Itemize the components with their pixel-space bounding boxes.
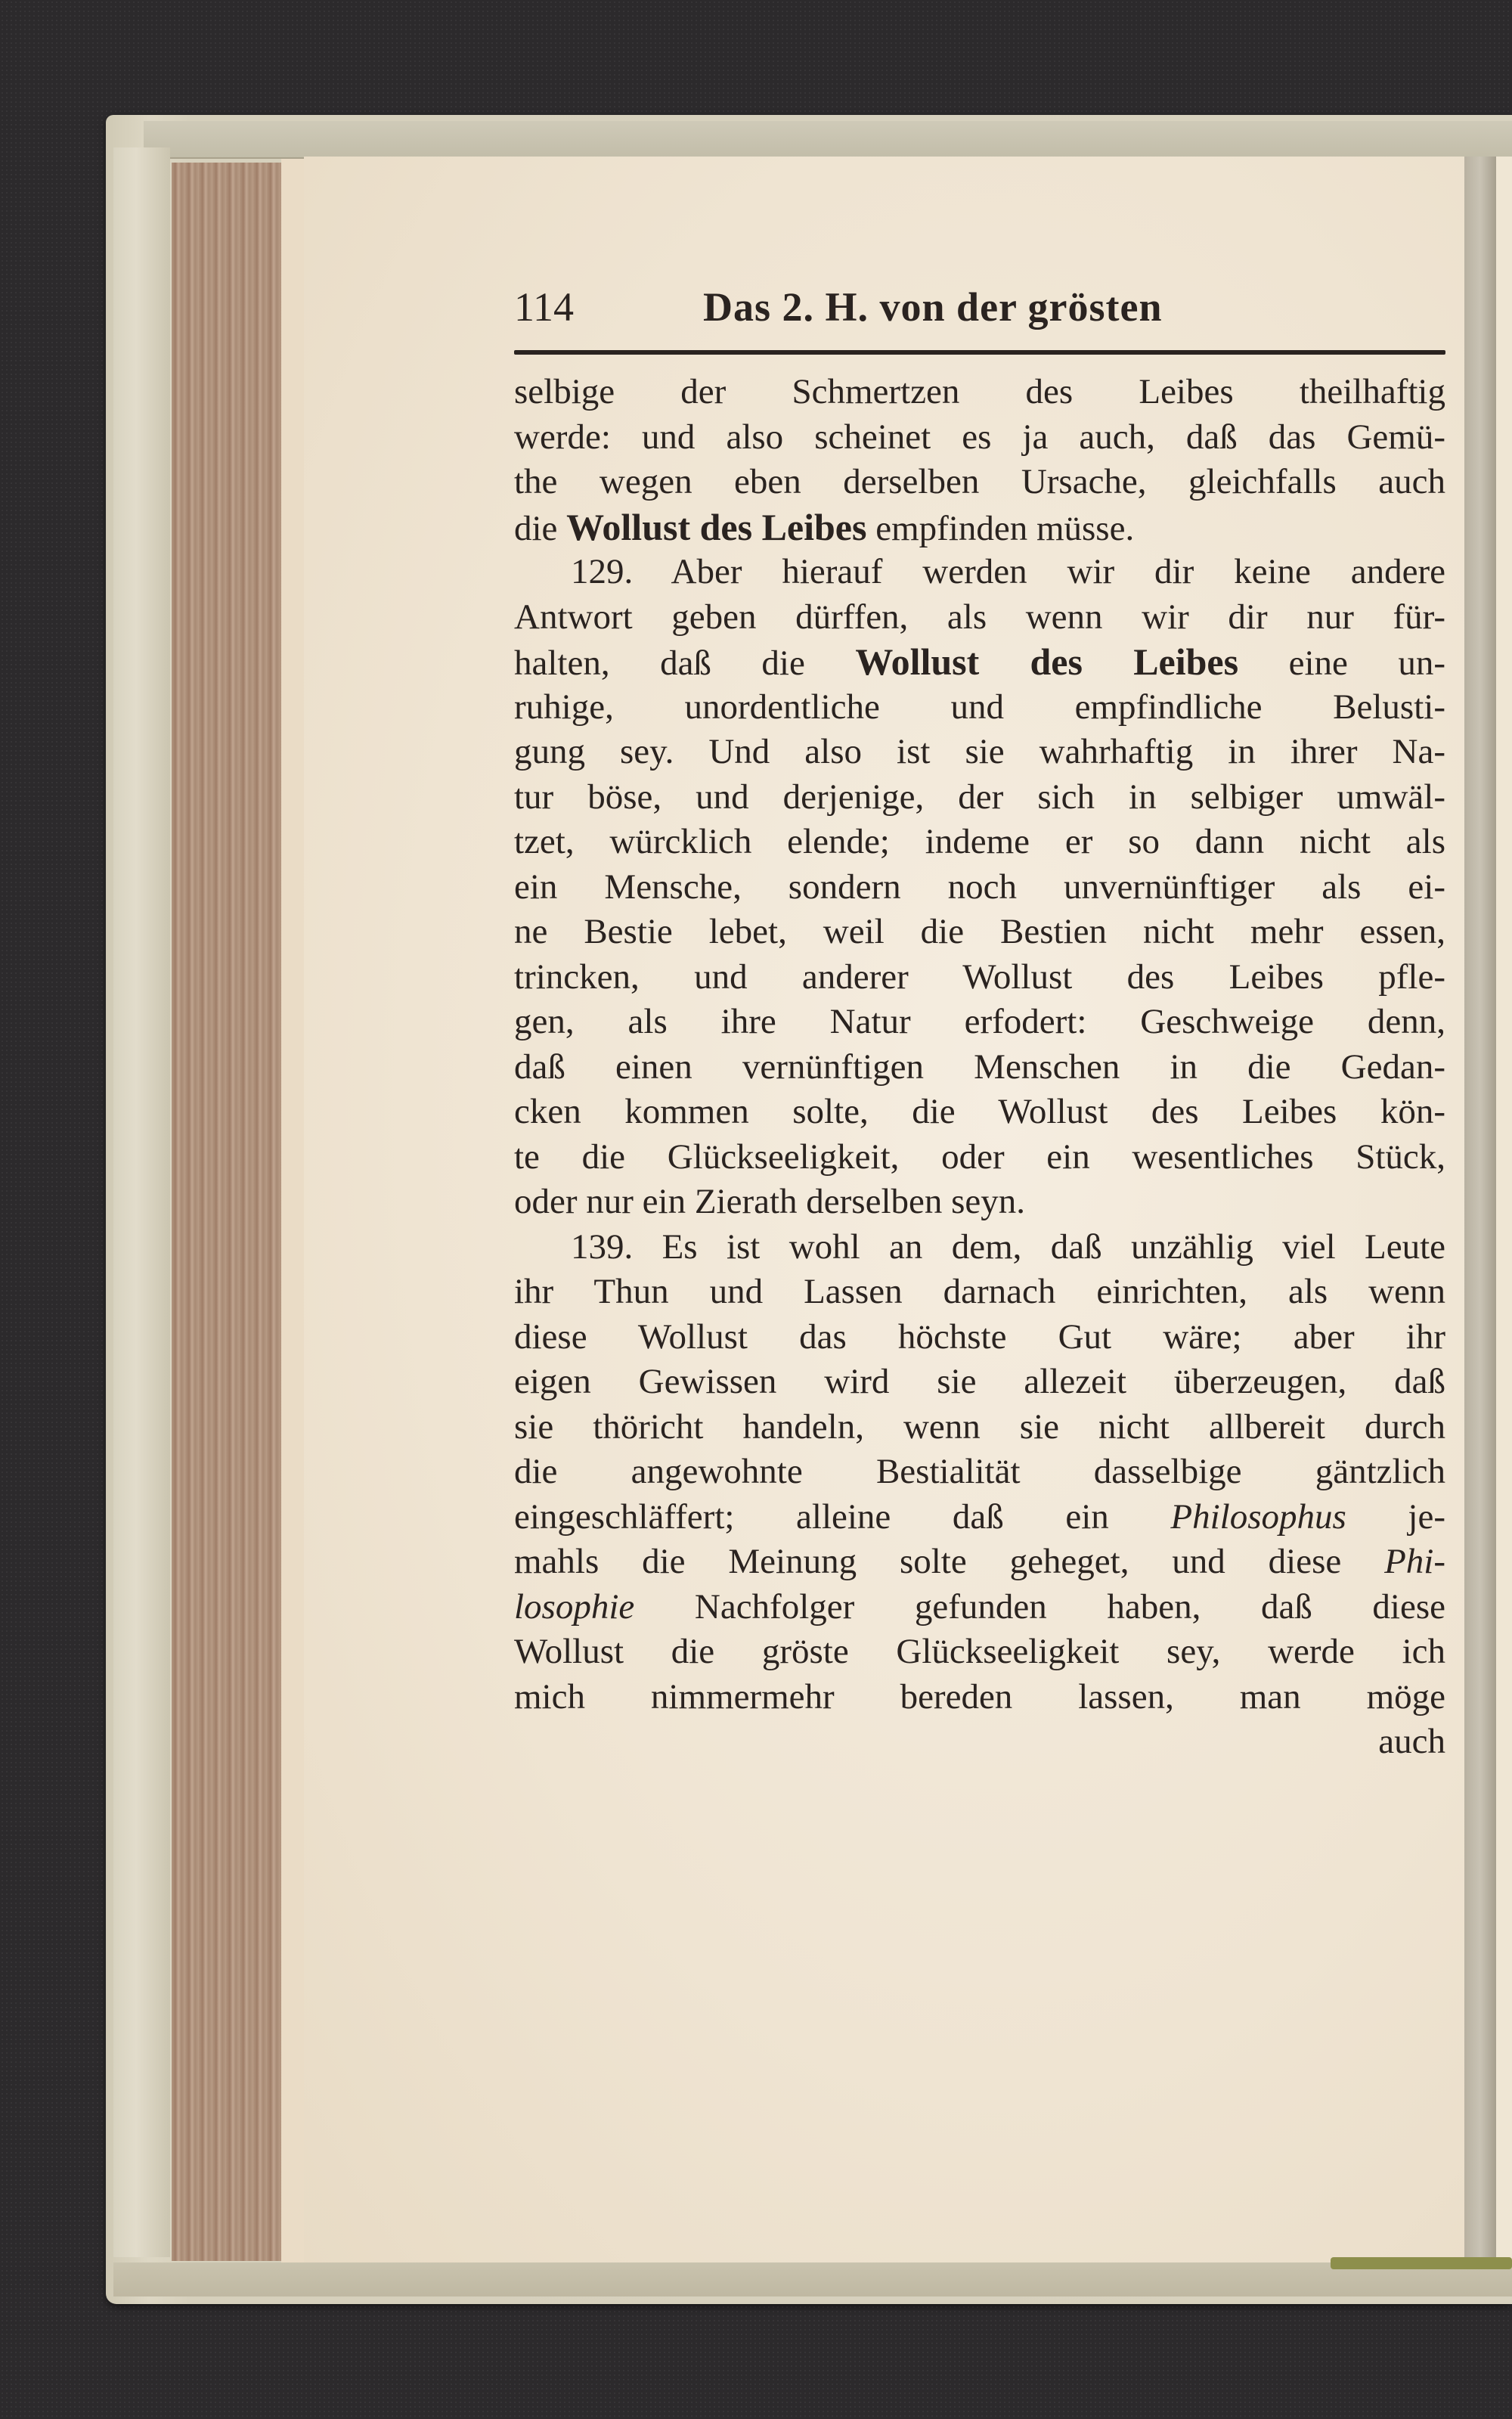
italic-text: losophie — [514, 1586, 635, 1627]
text-segment: eigen Gewissen wird sie allezeit überzeugen, daß — [514, 1362, 1445, 1401]
italic-text: Phi- — [1384, 1542, 1445, 1581]
text-segment: die angewohnte Bestialität dasselbige gäntzlich — [514, 1452, 1445, 1491]
bold-text: Wollust des Leibes — [566, 505, 867, 548]
text-segment: 139. Es ist wohl an dem, daß unzählig viel Leute — [571, 1227, 1445, 1267]
text-segment: ne Bestie lebet, weil die Bestien nicht mehr essen, — [514, 912, 1445, 951]
text-segment: empfinden müsse. — [866, 508, 1135, 548]
text-segment: eine un- — [1238, 644, 1445, 683]
page-gutter-strip — [281, 159, 305, 2262]
text-line — [514, 1585, 1445, 1630]
text-line — [514, 595, 1445, 640]
text-segment: ein Mensche, sondern noch unvernünftiger als ei- — [514, 867, 1445, 907]
text-segment: mich nimmermehr bereden lassen, man möge — [514, 1676, 1445, 1717]
text-segment: tur böse, und derjenige, der sich in selbiger umwäl- — [514, 777, 1445, 817]
running-head: Das 2. H. von der grösten — [703, 284, 1163, 330]
text-segment: auch — [1378, 1722, 1445, 1761]
cover-turn-in-bottom — [113, 2262, 1512, 2296]
text-line — [514, 820, 1445, 865]
italic-text: Philosophus — [1170, 1496, 1346, 1537]
text-segment: gen, als ihre Natur erfodert: Geschweige denn, — [514, 1002, 1445, 1041]
page-edges — [172, 163, 281, 2261]
text-segment: werde: und also scheinet es ja auch, daß das Gemü- — [514, 417, 1445, 457]
text-line — [514, 1090, 1445, 1135]
text-line — [514, 865, 1445, 910]
text-segment: te die Glückseeligkeit, oder ein wesentliches Stück, — [514, 1137, 1445, 1177]
adjacent-page — [1496, 157, 1512, 2262]
cover-turn-in-left — [113, 147, 170, 2257]
text-line — [514, 955, 1445, 1000]
text-line — [514, 1270, 1445, 1315]
page-header — [514, 284, 1445, 344]
text-segment: diese Wollust das höchste Gut wäre; aber ihr — [514, 1316, 1445, 1357]
text-segment: eingeschläffert; alleine daß ein — [514, 1496, 1171, 1537]
text-line — [514, 1630, 1445, 1675]
text-line — [514, 1540, 1445, 1585]
right-page-edge — [1464, 157, 1496, 2262]
text-line — [514, 460, 1445, 505]
text-line — [514, 415, 1445, 461]
text-line — [514, 685, 1445, 730]
text-line — [514, 910, 1445, 955]
header-rule — [514, 350, 1445, 355]
text-line — [514, 1135, 1445, 1180]
text-segment: mahls die Meinung solte geheget, und diese — [514, 1542, 1385, 1581]
page-text — [514, 284, 1445, 1765]
text-segment: die — [514, 508, 567, 548]
text-segment: 129. Aber hierauf werden wir dir keine andere — [571, 552, 1445, 591]
cover-turn-in-top — [144, 121, 1512, 159]
text-segment: gung sey. Und also ist sie wahrhaftig in ihrer Na- — [514, 732, 1445, 771]
text-line — [514, 1315, 1445, 1360]
text-segment: daß einen vernünftigen Menschen in die Gedan- — [514, 1047, 1445, 1087]
text-segment: ruhige, unordentliche und empfindliche Belusti- — [514, 687, 1445, 727]
text-segment: ihr Thun und Lassen darnach einrichten, als wenn — [514, 1272, 1445, 1311]
text-line — [514, 1495, 1445, 1540]
text-segment: halten, daß die — [514, 644, 856, 683]
text-line — [514, 730, 1445, 775]
text-segment: Antwort geben dürffen, als wenn wir dir nur für- — [514, 597, 1445, 637]
text-segment: Wollust die gröste Glückseeligkeit sey, werde ich — [514, 1632, 1445, 1671]
text-segment: oder nur ein Zierath derselben seyn. — [514, 1182, 1026, 1221]
text-line — [514, 550, 1445, 595]
text-line — [514, 1405, 1445, 1450]
text-line — [514, 1675, 1445, 1720]
page-number: 114 — [514, 284, 574, 330]
text-line — [514, 775, 1445, 820]
text-segment: je- — [1346, 1496, 1446, 1537]
text-line — [514, 1720, 1445, 1765]
text-segment: cken kommen solte, die Wollust des Leibes kön- — [514, 1092, 1445, 1131]
text-line — [514, 640, 1445, 685]
text-segment: Nachfolger gefunden haben, daß diese — [634, 1586, 1445, 1627]
text-line — [514, 1360, 1445, 1405]
text-segment: selbige der Schmertzen des Leibes theilhaftig — [514, 372, 1445, 411]
text-segment: the wegen eben derselben Ursache, gleichfalls auch — [514, 462, 1445, 501]
text-line — [514, 505, 1445, 550]
text-line — [514, 1225, 1445, 1270]
text-line — [514, 1045, 1445, 1090]
text-segment: sie thöricht handeln, wenn sie nicht allbereit durch — [514, 1406, 1445, 1447]
text-segment: tzet, würcklich elende; indeme er so dann nicht als — [514, 822, 1445, 861]
bold-text: Wollust des Leibes — [855, 640, 1239, 683]
headband — [1331, 2257, 1512, 2269]
text-line — [514, 370, 1445, 415]
text-segment: trincken, und anderer Wollust des Leibes pfle- — [514, 957, 1445, 997]
text-line — [514, 1180, 1445, 1225]
text-line — [514, 1000, 1445, 1045]
text-line — [514, 1450, 1445, 1495]
body-text — [514, 370, 1445, 1765]
